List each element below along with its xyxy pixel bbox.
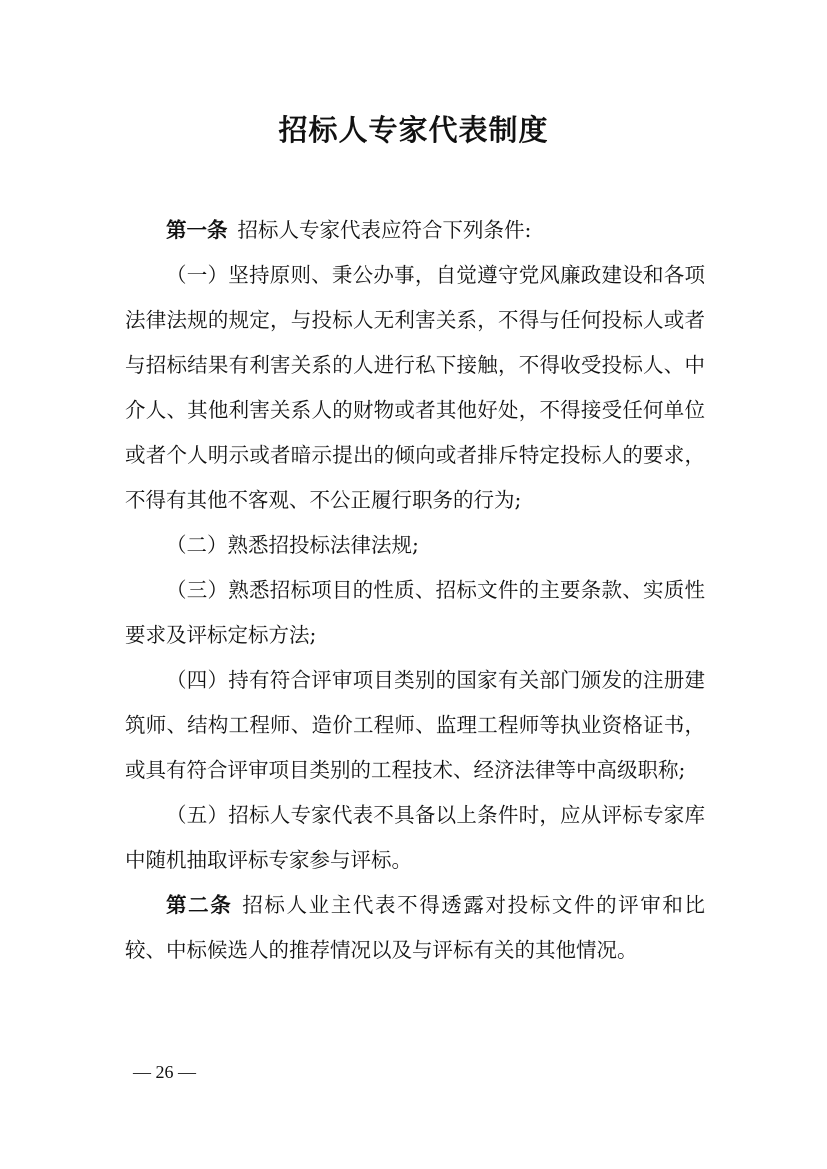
article-2-paragraph	[125, 883, 705, 973]
article-1-label: 第一条	[166, 218, 228, 242]
article-2-text: 招标人业主代表不得透露对投标文件的评审和比较、中标候选人的推荐情况以及与评标有关的其他情况。	[125, 893, 706, 962]
article-2-label: 第二条	[166, 893, 233, 917]
condition-item-4: （四）持有符合评审项目类别的国家有关部门颁发的注册建筑师、结构工程师、造价工程师、监理工程师等执业资格证书，或具有符合评审项目类别的工程技术、经济法律等中高级职称;	[125, 668, 705, 782]
article-1-paragraph	[125, 208, 705, 253]
condition-item-2: （二）熟悉招投标法律法规;	[166, 533, 419, 557]
article-1-text: 招标人专家代表应符合下列条件:	[237, 218, 532, 242]
page-number: — 26 —	[133, 1062, 196, 1082]
condition-item-5: （五）招标人专家代表不具备以上条件时，应从评标专家库中随机抽取评标专家参与评标。	[125, 803, 705, 872]
condition-item-3: （三）熟悉招标项目的性质、招标文件的主要条款、实质性要求及评标定标方法;	[125, 578, 705, 647]
document-body	[125, 208, 705, 973]
condition-item-1: （一）坚持原则、秉公办事，自觉遵守党风廉政建设和各项法律法规的规定，与投标人无利害关系，不得与任何投标人或者与招标结果有利害关系的人进行私下接触，不得收受投标人、中介人、其他利害关系人的财物或者其他好处，不得接受任何单位或者个人明示或者暗示提出的倾向或者排斥特定投标人的要求，不得有其他不客观、不公正履行职务的行为;	[125, 263, 705, 512]
document-title: 招标人专家代表制度	[278, 113, 549, 147]
